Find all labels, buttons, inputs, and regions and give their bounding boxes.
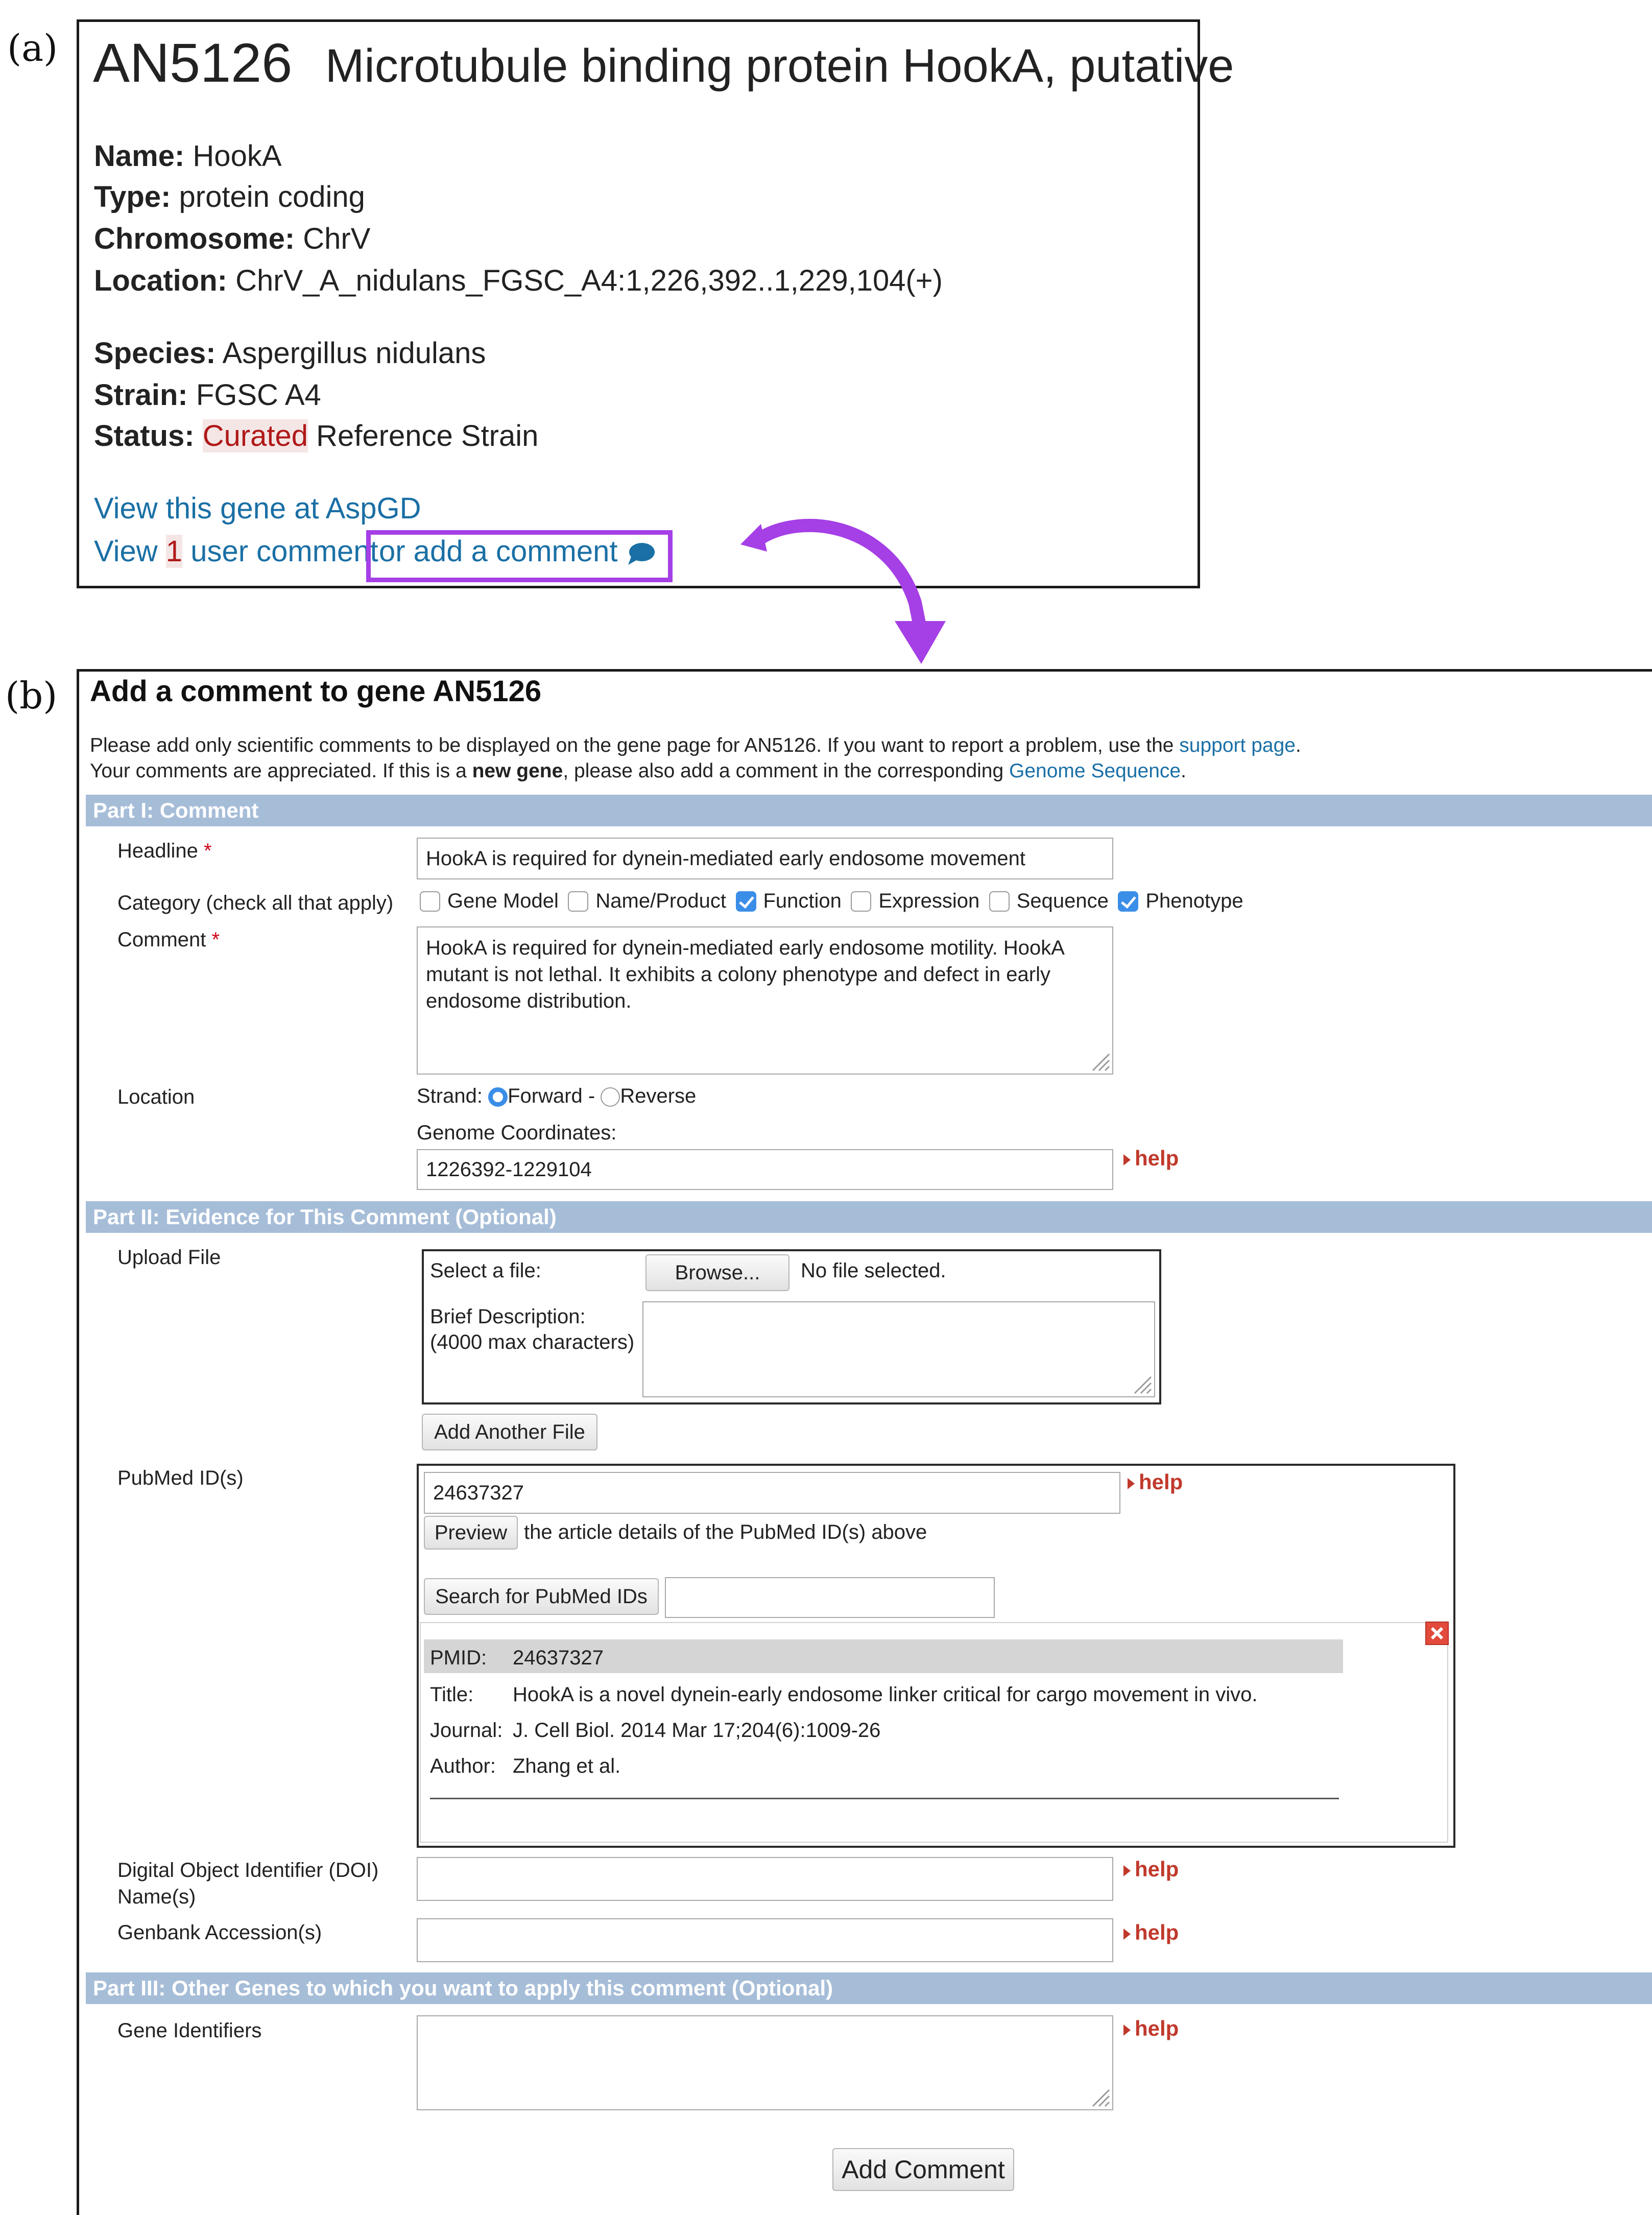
- gene-id: AN5126: [93, 32, 293, 93]
- view-gene-link[interactable]: View this gene at AspGD: [94, 492, 421, 525]
- category-checkbox-function[interactable]: [736, 891, 756, 912]
- curved-arrow-icon: [735, 501, 960, 674]
- pmid-label: PMID:: [430, 1647, 487, 1669]
- support-page-link[interactable]: support page: [1179, 734, 1296, 756]
- user-comment-link[interactable]: user comment: [190, 535, 378, 568]
- add-comment-link[interactable]: or add a comment: [379, 534, 656, 568]
- field-type: Type: protein coding: [94, 180, 365, 213]
- preview-description: the article details of the PubMed ID(s) above: [524, 1521, 927, 1543]
- help-link-coords[interactable]: help: [1123, 1146, 1179, 1171]
- brief-description-label: Brief Description:: [430, 1305, 586, 1328]
- location-label: Location: [117, 1086, 195, 1108]
- field-status: Status: Curated Reference Strain: [94, 419, 539, 452]
- help-link-doi[interactable]: help: [1123, 1857, 1179, 1881]
- gene-identifiers-label: Gene Identifiers: [117, 2019, 262, 2042]
- section-part-2: Part II: Evidence for This Comment (Optional): [86, 1201, 1652, 1233]
- pmid-link[interactable]: 24637327: [513, 1647, 604, 1669]
- brief-description-sublabel: (4000 max characters): [430, 1331, 635, 1353]
- field-chromosome: Chromosome: ChrV: [94, 222, 371, 255]
- field-name: Name: HookA: [94, 139, 282, 173]
- no-file-text: No file selected.: [801, 1259, 946, 1282]
- section-part-3: Part III: Other Genes to which you want to apply this comment (Optional): [86, 1972, 1652, 2004]
- category-checkbox-sequence[interactable]: [989, 891, 1010, 912]
- comment-textarea[interactable]: HookA is required for dynein-mediated early endosome motility. HookA mutant is not lethal. It exhibits a colony phenotype and defect in early endosome distribution.: [417, 926, 1113, 1075]
- strand-forward-radio[interactable]: [488, 1087, 508, 1107]
- strand-selector: Strand: Forward - Reverse: [417, 1085, 697, 1107]
- view-comments-link[interactable]: View: [94, 535, 158, 568]
- field-species: Species: Aspergillus nidulans: [94, 337, 486, 370]
- headline-input[interactable]: HookA is required for dynein-mediated early endosome movement: [417, 838, 1113, 879]
- pubmed-id-input[interactable]: 24637327: [424, 1472, 1120, 1514]
- intro-line-2: Your comments are appreciated. If this is a new gene, please also add a comment in the corresponding Genome Sequence.: [90, 760, 1186, 782]
- help-triangle-icon: [1123, 1154, 1131, 1165]
- close-icon[interactable]: [1425, 1621, 1449, 1646]
- category-checkbox-phenotype[interactable]: [1118, 891, 1138, 912]
- help-triangle-icon: [1123, 1928, 1131, 1940]
- genome-coords-label: Genome Coordinates:: [417, 1122, 617, 1144]
- resize-grip-icon[interactable]: [1128, 1370, 1153, 1395]
- add-comment-button[interactable]: Add Comment: [832, 2148, 1014, 2191]
- resize-grip-icon[interactable]: [1086, 2083, 1111, 2108]
- brief-description-textarea[interactable]: [642, 1301, 1155, 1397]
- resize-grip-icon[interactable]: [1086, 1047, 1111, 1073]
- search-pubmed-input[interactable]: [665, 1577, 995, 1618]
- pubmed-label: PubMed ID(s): [117, 1467, 244, 1489]
- journal-label: Journal:: [430, 1719, 503, 1742]
- panel-label-a: (a): [7, 27, 58, 69]
- genbank-input[interactable]: [417, 1918, 1113, 1962]
- doi-label-line-2: Name(s): [117, 1886, 196, 1908]
- doi-label-line-1: Digital Object Identifier (DOI): [117, 1859, 379, 1881]
- journal-value: J. Cell Biol. 2014 Mar 17;204(6):1009-26: [513, 1719, 881, 1742]
- add-comment-highlight-box: [366, 530, 673, 582]
- article-title: HookA is a novel dynein-early endosome linker critical for cargo movement in vivo.: [513, 1683, 1258, 1706]
- author-value: Zhang et al.: [513, 1755, 621, 1777]
- comment-label: Comment *: [117, 928, 220, 951]
- help-link-pubmed[interactable]: help: [1128, 1470, 1183, 1494]
- form-title: Add a comment to gene AN5126: [90, 675, 542, 708]
- user-comments-line: [94, 534, 378, 568]
- result-divider: [430, 1798, 1339, 1799]
- gene-description: Microtubule binding protein HookA, putative: [325, 40, 1234, 92]
- category-options: Gene Model Name/Product Function Expression Sequence Phenotype: [420, 890, 1251, 913]
- category-checkbox-gene-model[interactable]: [420, 891, 440, 912]
- genome-sequence-link[interactable]: Genome Sequence: [1009, 760, 1181, 782]
- field-strain: Strain: FGSC A4: [94, 378, 321, 412]
- search-pubmed-button[interactable]: Search for PubMed IDs: [424, 1578, 659, 1615]
- headline-label: Headline *: [117, 840, 212, 862]
- help-triangle-icon: [1123, 2025, 1131, 2036]
- gene-title: [93, 31, 1234, 94]
- field-location: Location: ChrV_A_nidulans_FGSC_A4:1,226,392..1,229,104(+): [94, 264, 943, 297]
- help-link-gene-identifiers[interactable]: help: [1123, 2016, 1179, 2041]
- category-label: Category (check all that apply): [117, 892, 394, 914]
- comment-count-badge[interactable]: 1: [165, 535, 183, 568]
- help-triangle-icon: [1128, 1478, 1135, 1489]
- help-triangle-icon: [1123, 1865, 1131, 1876]
- browse-button[interactable]: Browse...: [645, 1254, 789, 1291]
- upload-file-label: Upload File: [117, 1246, 221, 1269]
- genbank-label: Genbank Accession(s): [117, 1921, 322, 1944]
- help-link-genbank[interactable]: help: [1123, 1920, 1179, 1945]
- preview-button[interactable]: Preview: [424, 1516, 518, 1550]
- intro-line-1: Please add only scientific comments to be displayed on the gene page for AN5126. If you want to report a problem, use the support page.: [90, 734, 1301, 756]
- gene-identifiers-textarea[interactable]: [417, 2015, 1113, 2110]
- doi-input[interactable]: [417, 1857, 1113, 1901]
- strand-reverse-radio[interactable]: [601, 1087, 620, 1107]
- select-file-label: Select a file:: [430, 1259, 541, 1282]
- title-label: Title:: [430, 1683, 474, 1706]
- category-checkbox-name-product[interactable]: [568, 891, 588, 912]
- status-curated-badge: Curated: [202, 419, 308, 452]
- author-label: Author:: [430, 1755, 496, 1777]
- category-checkbox-expression[interactable]: [851, 891, 871, 912]
- panel-label-b: (b): [5, 674, 58, 717]
- add-another-file-button[interactable]: Add Another File: [422, 1414, 597, 1450]
- genome-coords-input[interactable]: 1226392-1229104: [417, 1149, 1113, 1190]
- section-part-1: Part I: Comment: [86, 795, 1652, 826]
